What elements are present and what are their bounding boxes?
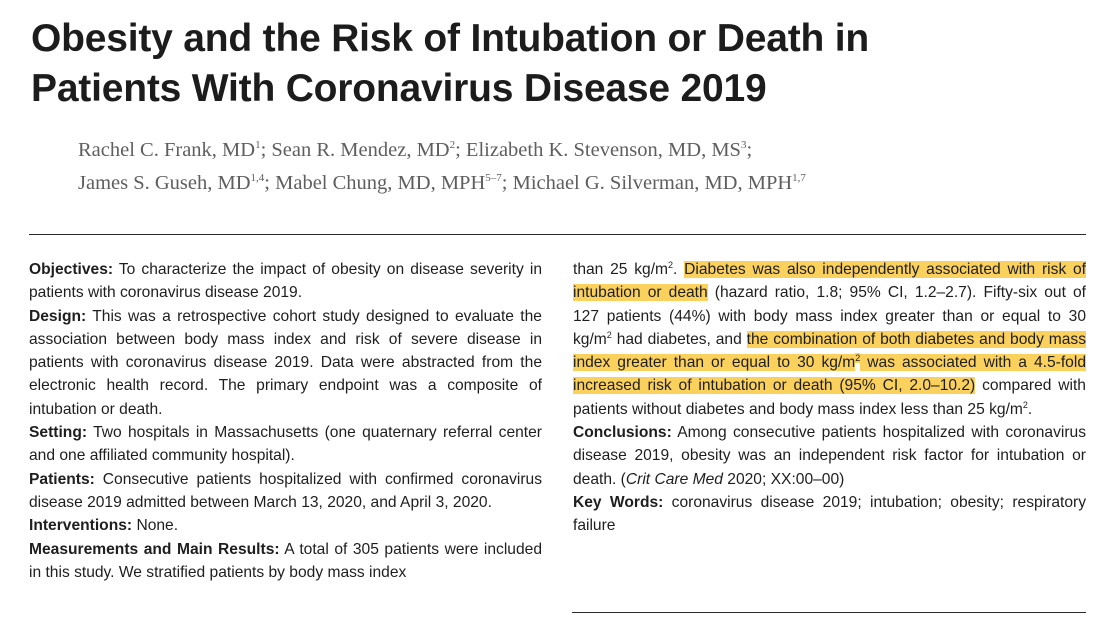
results-text-2: . xyxy=(673,261,685,278)
results-text: A total of 305 patients were included in this study. We stratified patients by body mass index xyxy=(29,540,542,581)
author-list xyxy=(78,134,1078,200)
highlighted-combination-finding-b: was associated with a 4.5-fold increased risk of intubation or death (95% CI, 2.0–10.2) xyxy=(573,354,1086,395)
affiliation-sup: 3 xyxy=(740,139,747,151)
affiliation-sup: 5–7 xyxy=(485,172,502,184)
author-guseh: James S. Guseh, MD xyxy=(78,172,251,194)
author-mendez: ; Sean R. Mendez, MD xyxy=(260,139,450,161)
affiliation-sup: 1,4 xyxy=(250,172,265,184)
keywords-label: Key Words: xyxy=(573,493,664,511)
citation-text: 2020; XX:00–00) xyxy=(722,470,845,488)
author-separator: ; xyxy=(746,139,753,161)
setting-paragraph xyxy=(29,421,542,468)
affiliation-sup: 1 xyxy=(255,139,261,151)
results-paragraph xyxy=(29,538,542,585)
title-line-1: Obesity and the Risk of Intubation or Death in xyxy=(31,17,870,60)
conclusions-label: Conclusions: xyxy=(573,424,672,442)
results-text-6: . xyxy=(1027,400,1033,418)
title-line-2: Patients With Coronavirus Disease 2019 xyxy=(31,67,767,110)
objectives-label: Objectives: xyxy=(29,261,114,278)
setting-text: Two hospitals in Massachusetts (one quaternary referral center and one affiliated community hospital). xyxy=(29,424,542,465)
author-frank: Rachel C. Frank, MD xyxy=(78,139,256,161)
superscript: 2 xyxy=(1022,399,1028,410)
patients-label: Patients: xyxy=(29,470,95,488)
affiliation-sup: 1,7 xyxy=(792,172,806,184)
keywords-text: coronavirus disease 2019; intubation; obesity; respiratory failure xyxy=(573,493,1086,535)
article-title xyxy=(31,14,1091,114)
objectives-paragraph xyxy=(29,258,542,305)
results-text-5: compared with patients without diabetes and body mass index less than 25 kg/m xyxy=(573,377,1086,418)
author-stevenson: ; Elizabeth K. Stevenson, MD, MS xyxy=(455,139,741,161)
superscript: 2 xyxy=(855,353,861,364)
superscript: 2 xyxy=(606,329,612,340)
design-paragraph xyxy=(29,305,542,421)
patients-paragraph xyxy=(29,468,542,515)
setting-label: Setting: xyxy=(29,424,88,442)
interventions-paragraph xyxy=(29,514,542,537)
objectives-text: To characterize the impact of obesity on disease severity in patients with coronavirus disease 2019. xyxy=(29,261,542,302)
highlighted-diabetes-finding: Diabetes was also independently associated with risk of intubation or death xyxy=(573,261,1087,302)
top-divider xyxy=(29,234,1086,235)
patients-text: Consecutive patients hospitalized with confirmed coronavirus disease 2019 admitted between March 13, 2020, and April 3, 2020. xyxy=(29,470,542,511)
interventions-label: Interventions: xyxy=(29,517,133,535)
author-chung: ; Mabel Chung, MD, MPH xyxy=(264,172,486,194)
highlighted-combination-finding-a: the combination of both diabetes and body mass index greater than or equal to 30 kg/m xyxy=(573,330,1086,372)
results-text-3: (hazard ratio, 1.8; 95% CI, 1.2–2.7). Fifty-six out of 127 patients (44%) with body mass index greater than or equal to 30 kg/m xyxy=(573,284,1086,348)
results-text-4: had diabetes, and xyxy=(611,330,747,348)
results-continued-paragraph xyxy=(573,258,1086,421)
results-label: Measurements and Main Results: xyxy=(29,540,280,558)
superscript: 2 xyxy=(668,260,674,270)
conclusions-text: Among consecutive patients hospitalized with coronavirus disease 2019, obesity was an independent risk factor for intubation or death. ( xyxy=(573,424,1086,488)
journal-name: Crit Care Med xyxy=(625,470,723,488)
interventions-text: None. xyxy=(132,517,179,535)
conclusions-paragraph xyxy=(573,421,1086,491)
right-column-divider xyxy=(572,612,1086,613)
affiliation-sup: 2 xyxy=(449,139,456,151)
author-silverman: ; Michael G. Silverman, MD, MPH xyxy=(501,172,793,194)
results-text-1: than 25 kg/m xyxy=(573,261,669,278)
keywords-paragraph xyxy=(573,491,1086,538)
design-text: This was a retrospective cohort study designed to evaluate the association between body mass index and risk of severe disease in patients with coronavirus disease 2019. Data were abstracted from the electronic health record. The primary endpoint was a composite of intubation or death. xyxy=(29,307,542,418)
abstract-right-column xyxy=(573,258,1086,538)
design-label: Design: xyxy=(29,307,87,325)
abstract-left-column xyxy=(29,258,542,584)
